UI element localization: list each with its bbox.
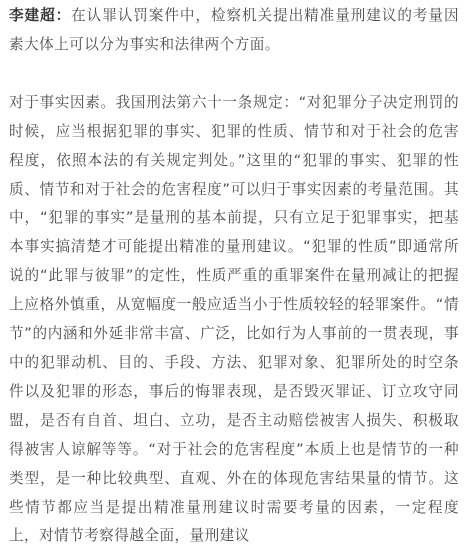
paragraph-interview-answer xyxy=(0,2,468,60)
speaker-name: 李建超： xyxy=(9,7,72,24)
paragraph-factual-factors xyxy=(0,89,468,551)
paragraph-text: 对于事实因素。我国刑法第六十一条规定：“对犯罪分子决定刑罚的时候，应当根据犯罪的事实、犯罪的性质、情节和对于社会的危害程度，依照本法的有关规定判处。”这里的“犯罪的事实、犯罪的性质、情节和对于社会的危害程度”可以归于事实因素的考量范围。其中，“犯罪的事实”是量刑的基本前提，只有立足于犯罪事实，把基本事实搞清楚才可能提出精准的量刑建议。“犯罪的性质”即通常所说的“此罪与彼罪”的定性，性质严重的重罪案件在量刑减让的把握上应格外慎重，从宽幅度一般应适当小于性质较轻的轻罪案件。“情节”的内涵和外延非常丰富、广泛，比如行为人事前的一贯表现，事中的犯罪动机、目的、手段、方法、犯罪对象、犯罪所处的时空条件以及犯罪的形态，事后的悔罪表现，是否毁灭罪证、订立攻守同盟，是否有自首、坦白、立功，是否主动赔偿被害人损失、积极取得被害人谅解等等。“对于社会的危害程度”本质上也是情节的一种类型，是一种比较典型、直观、外在的体现危害结果量的情节。这些情节都应当是提出精准量刑建议时需要考量的因素，一定程度上，对情节考察得越全面，量刑建议 xyxy=(9,93,459,545)
paragraph-text: 在认罪认罚案件中，检察机关提出精准量刑建议的考量因素大体上可以分为事实和法律两个方面。 xyxy=(9,7,459,53)
